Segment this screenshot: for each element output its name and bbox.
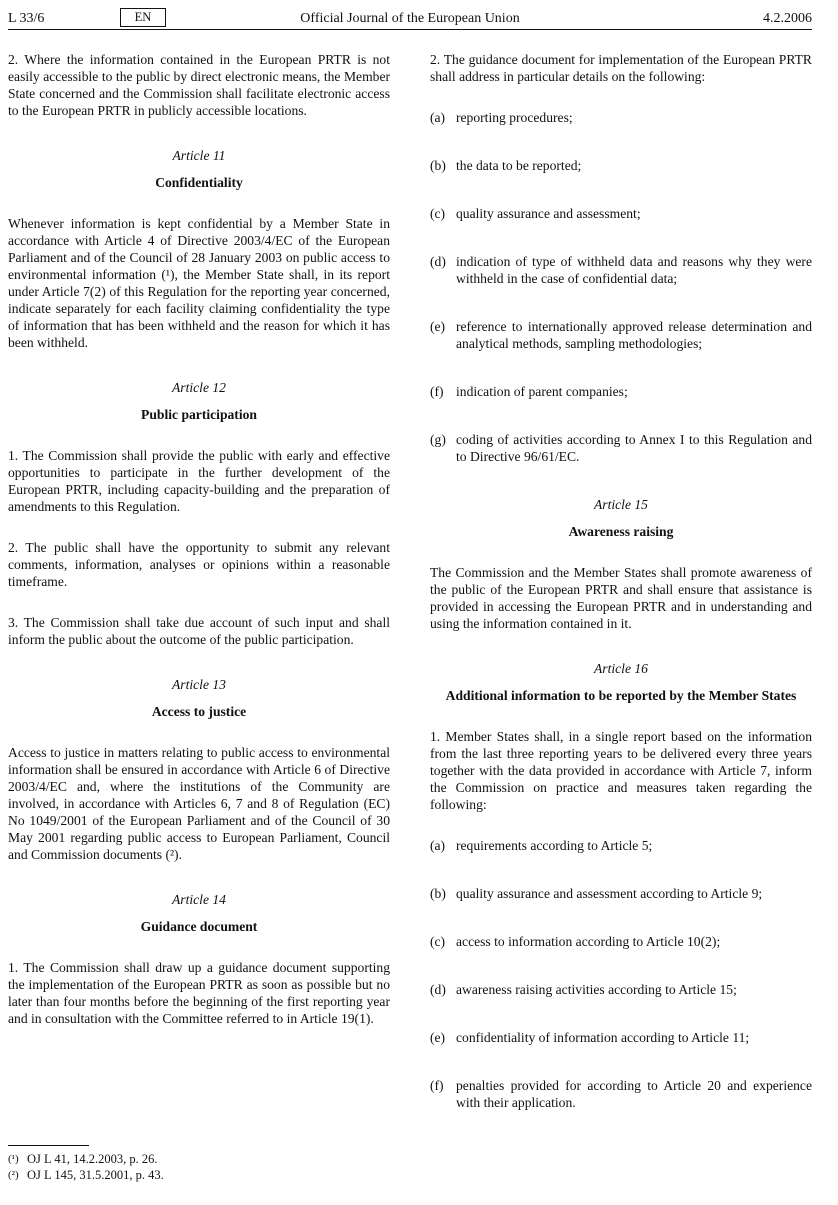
- item-label: (c): [430, 934, 446, 949]
- article-14-paragraph-1: 1. The Commission shall draw up a guidance document supporting the implementation of the European PRTR as soon as possible but no later than four months before the beginning of the first reporting year and in consultation with the Committee referred to in Article 19(1).: [8, 960, 390, 1026]
- item-text: requirements according to Article 5;: [456, 838, 653, 853]
- item-label: (b): [430, 886, 446, 901]
- article-15-paragraph: The Commission and the Member States shall promote awareness of the public of the European PRTR and shall ensure that assistance is provided in accessing the European PRTR and in understanding and using the information contained in it.: [430, 565, 812, 631]
- footnote-2: [8, 1167, 390, 1183]
- article-16-number: Article 16: [594, 661, 648, 676]
- article-12-paragraph-3: 3. The Commission shall take due account of such input and shall inform the public about the outcome of the public participation.: [8, 615, 390, 647]
- footnote-rule: [8, 1145, 89, 1146]
- article-16-title: Additional information to be reported by the Member States: [445, 688, 797, 703]
- article-12-paragraph-2: 2. The public shall have the opportunity to submit any relevant comments, information, analyses or opinions within a reasonable timeframe.: [8, 540, 390, 589]
- left-column: [8, 51, 390, 1051]
- list-item: [430, 318, 812, 352]
- item-text: awareness raising activities according to Article 15;: [456, 982, 737, 997]
- article-16-paragraph-1: 1. Member States shall, in a single report based on the information from the last three reporting years to be delivered every three years together with the data provided in accordance with Article 7, inform the Commission on practice and measures taken regarding the following:: [430, 729, 812, 812]
- list-item: [430, 933, 812, 950]
- right-column: [430, 51, 812, 1142]
- footnote-mark: (¹): [8, 1153, 19, 1165]
- item-label: (g): [430, 432, 446, 447]
- footnote-text: OJ L 41, 14.2.2003, p. 26.: [27, 1152, 158, 1166]
- publication-date: 4.2.2006: [763, 11, 812, 26]
- footnotes: [8, 1151, 390, 1183]
- article-12-number: Article 12: [172, 380, 226, 395]
- header-rule: [8, 29, 812, 30]
- article-14-number: Article 14: [172, 892, 226, 907]
- article-14-list: [430, 109, 812, 465]
- item-text: indication of parent companies;: [456, 384, 628, 399]
- item-text: reference to internationally approved release determination and analytical methods, sampling methodologies;: [456, 319, 812, 351]
- article-16-list: [430, 837, 812, 1111]
- list-item: [430, 981, 812, 998]
- list-item: [430, 1029, 812, 1046]
- item-text: penalties provided for according to Article 20 and experience with their application.: [456, 1078, 812, 1110]
- item-text: quality assurance and assessment according to Article 9;: [456, 886, 763, 901]
- article-12-paragraph-1: 1. The Commission shall provide the public with early and effective opportunities to participate in the further development of the European PRTR, including capacity-building and the preparation of amendments to this Regulation.: [8, 448, 390, 514]
- item-text: the data to be reported;: [456, 158, 582, 173]
- article-13-paragraph: Access to justice in matters relating to public access to environmental information shall be ensured in accordance with Article 6 of Directive 2003/4/EC and, where the institutions of the Community are involved, in accordance with Articles 6, 7 and 8 of Regulation (EC) No 1049/2001 of the European Parliament and of the Council of 30 May 2001 regarding public access to European Parliament, Council and Commission documents (²).: [8, 745, 390, 862]
- footnote-text: OJ L 145, 31.5.2001, p. 43.: [27, 1168, 164, 1182]
- article-13-number: Article 13: [172, 677, 226, 692]
- article-11-title: Confidentiality: [155, 175, 243, 190]
- item-label: (d): [430, 254, 446, 269]
- list-item: [430, 431, 812, 465]
- list-item: [430, 253, 812, 287]
- list-item: [430, 383, 812, 400]
- list-item: [430, 109, 812, 126]
- page-header: [8, 8, 812, 28]
- item-label: (b): [430, 158, 446, 173]
- list-item: [430, 837, 812, 854]
- journal-title: Official Journal of the European Union: [300, 11, 520, 26]
- article-15-number: Article 15: [594, 497, 648, 512]
- item-label: (c): [430, 206, 446, 221]
- list-item: [430, 205, 812, 222]
- article-10-paragraph-2: 2. Where the information contained in the European PRTR is not easily accessible to the public by direct electronic means, the Member State concerned and the Commission shall facilitate electronic access to the European PRTR in publicly accessible locations.: [8, 52, 390, 118]
- article-14-title: Guidance document: [140, 919, 258, 934]
- item-label: (d): [430, 982, 446, 997]
- item-text: quality assurance and assessment;: [456, 206, 641, 221]
- item-label: (f): [430, 384, 444, 399]
- page-reference: L 33/6: [8, 11, 45, 26]
- language-box: EN: [120, 8, 166, 27]
- footnote-mark: (²): [8, 1169, 19, 1181]
- article-11-paragraph: Whenever information is kept confidential by a Member State in accordance with Article 4 of Directive 2003/4/EC of the European Parliament and of the Council of 28 January 2003 on public access to environmental information (¹), the Member State shall, in its report under Article 7(2) of this Regulation for the reporting year concerned, indicate separately for each facility claiming confidentiality the type of information that has been withheld and the reason for which it has been withheld.: [8, 216, 390, 350]
- article-11-number: Article 11: [172, 148, 226, 163]
- item-text: reporting procedures;: [456, 110, 573, 125]
- item-text: indication of type of withheld data and reasons why they were withheld in the case of confidential data;: [456, 254, 812, 286]
- item-label: (f): [430, 1078, 444, 1093]
- item-label: (e): [430, 319, 446, 334]
- item-label: (a): [430, 110, 446, 125]
- item-text: confidentiality of information according to Article 11;: [456, 1030, 750, 1045]
- article-13-title: Access to justice: [151, 704, 247, 719]
- item-text: coding of activities according to Annex I to this Regulation and to Directive 96/61/EC.: [456, 432, 812, 464]
- footnote-1: [8, 1151, 390, 1167]
- item-label: (e): [430, 1030, 446, 1045]
- article-14-paragraph-2: 2. The guidance document for implementation of the European PRTR shall address in particular details on the following:: [430, 52, 812, 84]
- item-text: access to information according to Article 10(2);: [456, 934, 721, 949]
- list-item: [430, 1077, 812, 1111]
- item-label: (a): [430, 838, 446, 853]
- article-15-title: Awareness raising: [568, 524, 674, 539]
- list-item: [430, 885, 812, 902]
- article-12-title: Public participation: [141, 407, 257, 422]
- list-item: [430, 157, 812, 174]
